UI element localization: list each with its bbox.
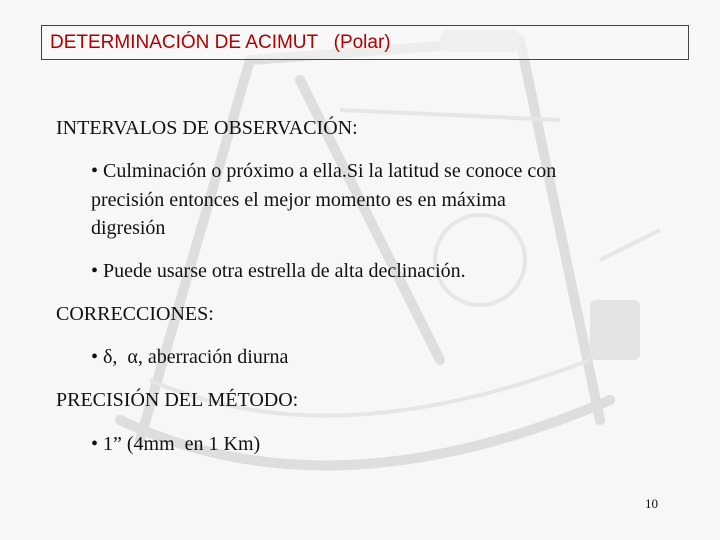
section-heading-precision: PRECISIÓN DEL MÉTODO: (56, 389, 299, 411)
bullet-culmination-line-1: • Culminación o próximo a ella.Si la latitud se conoce con (91, 160, 557, 182)
bullet-declination: • Puede usarse otra estrella de alta declinación. (91, 260, 466, 282)
bullet-corrections: • δ, α, aberración diurna (91, 346, 289, 368)
bullet-culmination-line-3: digresión (91, 217, 166, 239)
section-heading-corrections: CORRECCIONES: (56, 303, 214, 325)
title-box (41, 25, 689, 60)
bullet-culmination-line-2: precisión entonces el mejor momento es en máxima (91, 189, 506, 211)
section-heading-intervals: INTERVALOS DE OBSERVACIÓN: (56, 117, 358, 139)
slide-title: DETERMINACIÓN DE ACIMUT (Polar) (50, 32, 391, 53)
page-number: 10 (645, 496, 658, 511)
bullet-precision: • 1” (4mm en 1 Km) (91, 433, 261, 455)
